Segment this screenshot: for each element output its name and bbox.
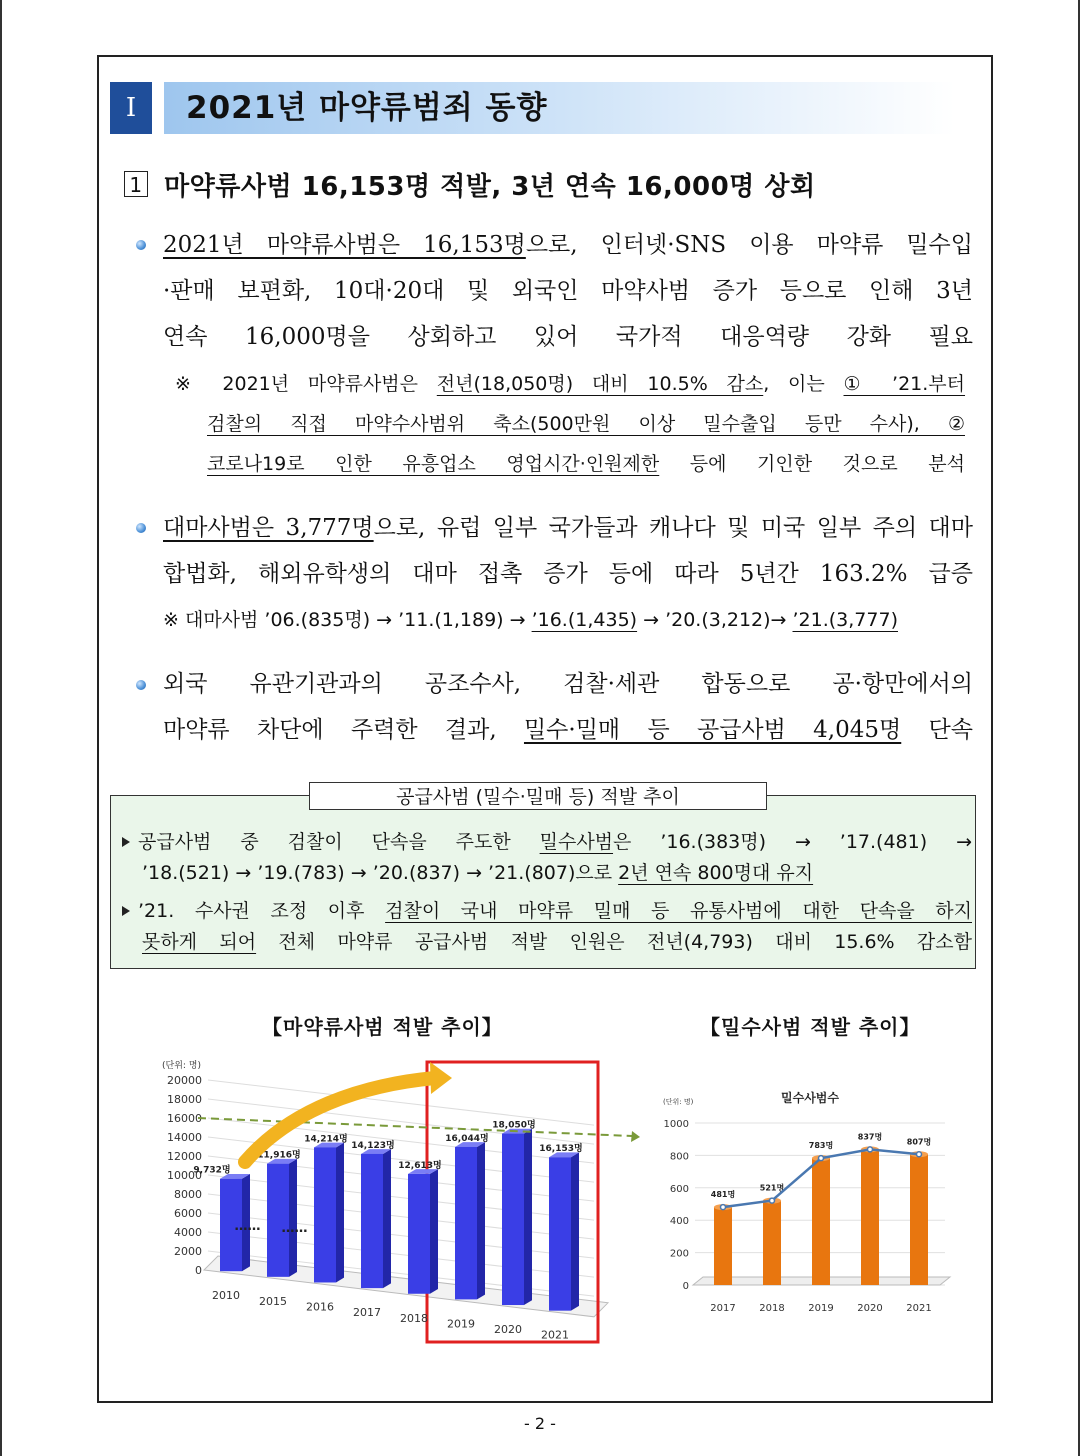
chart2-xtick-label: 2019 (808, 1303, 834, 1314)
chart1-data-label: 11,916명 (257, 1150, 301, 1161)
chart1-reference-line (198, 1118, 632, 1136)
bullet-icon (136, 680, 146, 690)
subsection-box-number: 1 (124, 171, 148, 197)
note2-text: ※ 대마사범 ’06.(835명) → ’11.(1,189) → (163, 609, 532, 631)
supply-underlined: 못하게 되어 (142, 931, 257, 953)
paragraph-1 (163, 222, 973, 360)
chart1-reference-arrowhead (631, 1131, 640, 1142)
chart2-ytick-label: 200 (669, 1248, 689, 1260)
para3-text: 단속 (901, 717, 973, 743)
note-1 (175, 364, 965, 484)
chart2-data-label: 481명 (710, 1190, 736, 1200)
supply-bullet-1 (122, 826, 972, 858)
chart1-bar (549, 1157, 571, 1310)
chart1-bar (361, 1154, 383, 1288)
chart1-ytick-label: 6000 (174, 1207, 202, 1220)
chart1-bar (502, 1134, 524, 1305)
para3-line1: 외국 유관기관과의 공조수사, 검찰·세관 합동으로 공·항만에서의 (163, 671, 973, 697)
smuggling-offender-bar-chart (655, 1080, 975, 1340)
chart2-ytick-label: 800 (669, 1151, 689, 1163)
note2-underlined: ’21.(3,777) (792, 609, 898, 631)
chart1-gridline (208, 1213, 594, 1258)
chart1-bar-side (571, 1152, 579, 1310)
chart1-ytick-label: 20000 (167, 1074, 202, 1087)
chart2-bar (714, 1207, 732, 1285)
page-number: - 2 - (524, 1414, 556, 1433)
chart1-bar (314, 1147, 336, 1282)
chart1-ytick-label: 4000 (174, 1226, 202, 1239)
chart1-trend-arrowhead (430, 1062, 452, 1094)
chart1-xtick-label: 2018 (400, 1311, 428, 1325)
triangle-bullet-icon (122, 837, 130, 847)
chart2-ytick-label: 0 (682, 1281, 689, 1292)
para1-text: 으로, 인터넷·SNS 이용 마약류 밀수입 (525, 232, 973, 258)
subsection-title: 마약류사범 16,153명 적발, 3년 연속 16,000명 상회 (164, 172, 816, 202)
chart1-ytick-label: 10000 (167, 1169, 202, 1182)
chart1-bar-side (524, 1129, 532, 1305)
note2-underlined: ’16.(1,435) (531, 609, 638, 631)
note1-underlined: ① ’21.부터 (843, 373, 966, 395)
para3-underlined: 밀수·밀매 등 공급사범 4,045명 (523, 717, 902, 743)
chart2-data-label: 807명 (906, 1137, 932, 1147)
supply-bullet-2 (122, 895, 972, 927)
chart1-gridline (208, 1194, 594, 1239)
chart1-gridline (208, 1175, 594, 1220)
chart1-data-label: 14,214명 (304, 1134, 348, 1145)
chart1-ytick-label: 12000 (167, 1150, 202, 1163)
chart2-line-point (721, 1205, 726, 1210)
chart2-bar (763, 1201, 781, 1285)
note1-text: 등에 기인한 것으로 분석 (659, 453, 965, 475)
chart2-ytick-label: 600 (669, 1183, 689, 1195)
chart1-data-label: 18,050명 (492, 1120, 536, 1131)
supply-underlined: 검찰이 국내 마약류 밀매 등 유통사범에 대한 단속을 하지 (385, 900, 972, 922)
chart1-data-label: 16,153명 (539, 1144, 583, 1155)
note1-underlined: 검찰의 직접 마약수사범위 축소(500만원 이상 밀수출입 등만 수사), ② (207, 413, 965, 435)
chart1-xtick-label: 2019 (447, 1317, 475, 1331)
chart1-bar-side (383, 1149, 391, 1288)
supply-text: 공급사범 중 검찰이 단속을 주도한 (138, 831, 540, 853)
chart1-bar (408, 1174, 430, 1294)
chart1-xtick-label: 2021 (541, 1328, 569, 1342)
chart1-bar-side (336, 1143, 344, 1283)
supply-text: 전체 마약류 공급사범 적발 인원은 전년(4,793) 대비 15.6% 감소함 (256, 931, 972, 953)
chart1-ytick-label: 16000 (167, 1112, 202, 1125)
chart2-line-point (917, 1152, 922, 1157)
note1-text: ※ 2021년 마약류사범은 (175, 373, 437, 395)
chart1-data-label: 14,123명 (351, 1140, 395, 1151)
chart1-gap-marker: …… (281, 1221, 308, 1236)
chart1-ytick-label: 2000 (174, 1245, 202, 1258)
supply-underlined: 2년 연속 800명대 유지 (618, 862, 814, 884)
supply-bullet-1-cont (142, 857, 972, 889)
chart2-title: 【밀수사범 적발 추이】 (700, 1015, 921, 1039)
chart2-xtick-label: 2017 (710, 1303, 736, 1314)
subsection-heading (124, 166, 816, 203)
para1-line2: ·판매 보편화, 10대·20대 및 외국인 마약사범 증가 등으로 인해 3년 (163, 278, 973, 304)
chart1-bar (455, 1147, 477, 1299)
page-edge-left (0, 0, 6, 1456)
note-2 (163, 600, 953, 640)
chart1-xtick-label: 2016 (306, 1300, 334, 1314)
chart1-xtick-label: 2017 (353, 1306, 381, 1320)
chart2-unit-label: (단위: 명) (663, 1098, 694, 1106)
para2-underlined: 대마사범은 3,777명 (163, 515, 374, 541)
note1-underlined: 코로나19로 인한 유흥업소 영업시간·인원제한 (207, 453, 660, 475)
supply-box-title: 공급사범 (밀수·밀매 등) 적발 추이 (309, 782, 767, 810)
chart2-line-point (770, 1198, 775, 1203)
supply-text: 은 ’16.(383명) → ’17.(481) → (613, 831, 972, 853)
chart1-title: 【마약류사범 적발 추이】 (262, 1015, 503, 1039)
bullet-icon (136, 523, 146, 533)
chart1-ytick-label: 8000 (174, 1188, 202, 1201)
chart2-line-point (819, 1156, 824, 1161)
supply-underlined: 밀수사범 (539, 831, 614, 853)
para2-text: 으로, 유럽 일부 국가들과 캐나다 및 미국 일부 주의 대마 (373, 515, 973, 541)
paragraph-2 (163, 505, 973, 597)
chart1-unit-label: (단위: 명) (162, 1061, 201, 1071)
para1-underlined: 2021년 마약류사범은 16,153명 (163, 232, 526, 258)
chart2-ytick-label: 1000 (663, 1119, 689, 1130)
chart2-xtick-label: 2020 (857, 1303, 883, 1314)
supply-bullet-2-cont (142, 926, 972, 958)
chart1-ytick-label: 0 (195, 1264, 202, 1277)
section-header (110, 82, 955, 134)
chart2-ytick-label: 400 (669, 1216, 689, 1228)
chart1-bar-side (289, 1159, 297, 1277)
chart2-line-point (868, 1147, 873, 1152)
drug-offender-bar-chart (140, 1050, 640, 1350)
chart1-xtick-label: 2015 (259, 1294, 287, 1308)
chart2-data-label: 521명 (759, 1183, 785, 1193)
triangle-bullet-icon (122, 906, 130, 916)
paragraph-3 (163, 661, 973, 753)
chart1-xtick-label: 2020 (494, 1323, 522, 1337)
para1-line3: 연속 16,000명을 상회하고 있어 국가적 대응역량 강화 필요 (163, 324, 973, 350)
chart1-data-label: 12,613명 (398, 1160, 442, 1171)
chart2-bar (812, 1158, 830, 1285)
chart1-xtick-label: 2010 (212, 1289, 240, 1303)
chart1-gap-marker: …… (234, 1219, 261, 1234)
note1-underlined: 전년(18,050명) 대비 10.5% 감소 (436, 373, 764, 395)
chart2-xtick-label: 2018 (759, 1303, 785, 1314)
page-edge-right (1074, 0, 1080, 1456)
para3-text: 마약류 차단에 주력한 결과, (163, 717, 524, 743)
chart2-inner-title: 밀수사범수 (781, 1091, 839, 1105)
section-title: 2021년 마약류범죄 동향 (186, 90, 548, 126)
chart2-data-label: 783명 (808, 1141, 834, 1151)
note1-text: , 이는 (763, 373, 844, 395)
chart1-bar-side (430, 1169, 438, 1294)
para2-line2: 합법화, 해외유학생의 대마 접촉 증가 등에 따라 5년간 163.2% 급증 (163, 561, 973, 587)
chart1-data-label: 16,044명 (445, 1133, 489, 1144)
chart1-ytick-label: 18000 (167, 1093, 202, 1106)
bullet-icon (136, 240, 146, 250)
section-number: Ⅰ (110, 82, 152, 134)
chart1-bar-side (477, 1142, 485, 1299)
chart2-xtick-label: 2021 (906, 1303, 932, 1314)
chart2-data-label: 837명 (857, 1132, 883, 1142)
note2-text: → ’20.(3,212)→ (637, 609, 793, 631)
supply-text: ’21. 수사권 조정 이후 (138, 900, 386, 922)
chart2-bar (861, 1149, 879, 1285)
chart2-bar (910, 1154, 928, 1285)
supply-text: ’18.(521) → ’19.(783) → ’20.(837) → ’21.(807)으로 (142, 862, 619, 884)
chart1-ytick-label: 14000 (167, 1131, 202, 1144)
chart1-data-label: 9,732명 (193, 1165, 231, 1176)
